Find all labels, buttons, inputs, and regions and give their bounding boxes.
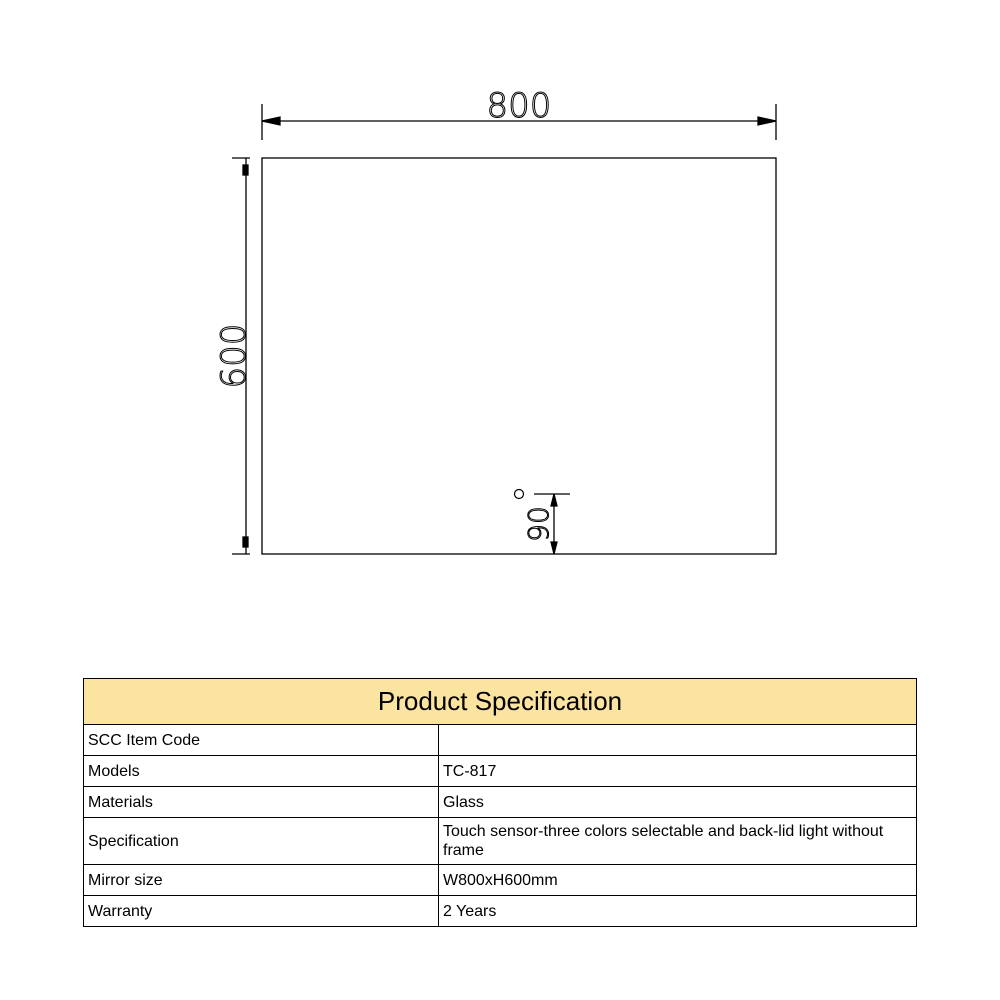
height-dimension-label: 600: [214, 323, 254, 389]
table-row: [84, 756, 917, 787]
row-label: Mirror size: [84, 865, 439, 896]
mirror-outline: [262, 158, 776, 554]
row-value: W800xH600mm: [439, 865, 917, 896]
row-value: Glass: [439, 787, 917, 818]
product-specification-table: [83, 678, 917, 927]
table-header-row: [84, 679, 917, 725]
row-label: Materials: [84, 787, 439, 818]
offset-dimension-label: 90: [522, 506, 555, 542]
table-row: [84, 725, 917, 756]
row-value: TC-817: [439, 756, 917, 787]
table-row: [84, 896, 917, 927]
width-dimension-label: 800: [486, 86, 552, 126]
table-row: [84, 818, 917, 865]
row-value: [439, 725, 917, 756]
row-label: Specification: [84, 818, 439, 865]
row-label: Models: [84, 756, 439, 787]
row-value: Touch sensor-three colors selectable and back-lid light without frame: [439, 818, 917, 865]
row-value: 2 Years: [439, 896, 917, 927]
table-row: [84, 787, 917, 818]
row-label: SCC Item Code: [84, 725, 439, 756]
row-label: Warranty: [84, 896, 439, 927]
table-row: [84, 865, 917, 896]
touch-sensor-circle: [515, 490, 524, 499]
table-title: Product Specification: [84, 679, 917, 725]
